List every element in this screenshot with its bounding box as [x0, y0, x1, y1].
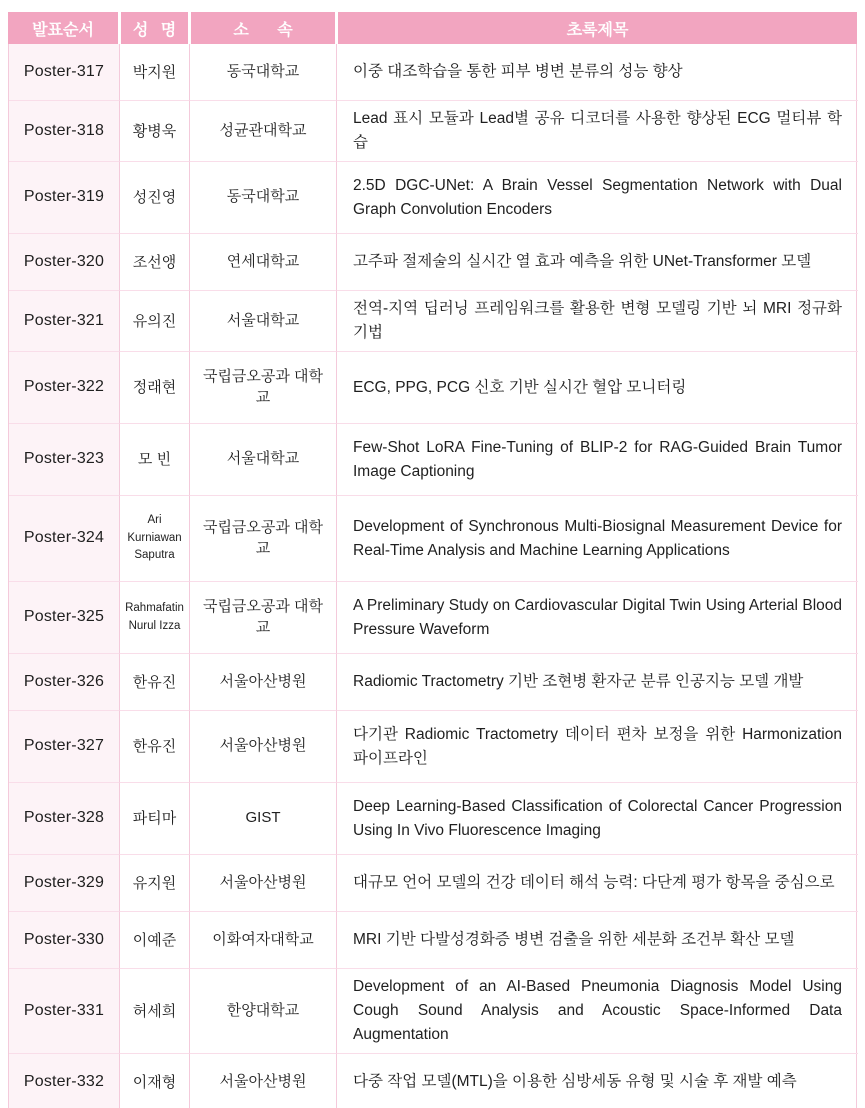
name-cell: 허세희: [119, 969, 189, 1054]
title-cell: 고주파 절제술의 실시간 열 효과 예측을 위한 UNet-Transformer 모델: [336, 234, 858, 291]
title-cell: 이중 대조학습을 통한 피부 병변 분류의 성능 향상: [336, 44, 858, 101]
title-cell: ECG, PPG, PCG 신호 기반 실시간 혈압 모니터링: [336, 352, 858, 424]
order-cell: Poster-317: [9, 44, 119, 101]
name-cell: Ari Kurniawan Saputra: [119, 496, 189, 582]
affiliation-cell: 국립금오공과 대학교: [189, 496, 336, 582]
affiliation-cell: 이화여자대학교: [189, 912, 336, 969]
table-row: [8, 711, 857, 783]
title-cell: 다중 작업 모델(MTL)을 이용한 심방세동 유형 및 시술 후 재발 예측: [336, 1054, 858, 1108]
affiliation-cell: 한양대학교: [189, 969, 336, 1054]
column-header-order: 발표순서: [32, 21, 94, 39]
order-cell: Poster-322: [9, 352, 119, 424]
name-cell: 이재형: [119, 1054, 189, 1108]
order-cell: Poster-332: [9, 1054, 119, 1108]
order-cell: Poster-330: [9, 912, 119, 969]
title-cell: Lead 표시 모듈과 Lead별 공유 디코더를 사용한 향상된 ECG 멀티뷰 학습: [336, 101, 858, 162]
name-cell: 성진영: [119, 162, 189, 234]
affiliation-cell: 연세대학교: [189, 234, 336, 291]
order-cell: Poster-324: [9, 496, 119, 582]
affiliation-cell: 국립금오공과 대학교: [189, 352, 336, 424]
order-cell: Poster-327: [9, 711, 119, 783]
table-row: [8, 162, 857, 234]
table-row: [8, 912, 857, 969]
affiliation-cell: 서울아산병원: [189, 855, 336, 912]
table-row: [8, 582, 857, 654]
table-row: [8, 855, 857, 912]
order-cell: Poster-326: [9, 654, 119, 711]
order-cell: Poster-329: [9, 855, 119, 912]
table-row: [8, 496, 857, 582]
table-row: [8, 101, 857, 162]
title-cell: 대규모 언어 모델의 건강 데이터 해석 능력: 다단계 평가 항목을 중심으로: [336, 855, 858, 912]
name-cell: 유의진: [119, 291, 189, 352]
order-cell: Poster-323: [9, 424, 119, 496]
affiliation-cell: 국립금오공과 대학교: [189, 582, 336, 654]
column-header-affiliation: 소 속: [188, 12, 335, 44]
affiliation-cell: GIST: [189, 783, 336, 855]
title-cell: Radiomic Tractometry 기반 조현병 환자군 분류 인공지능 모델 개발: [336, 654, 858, 711]
title-cell: A Preliminary Study on Cardiovascular Digital Twin Using Arterial Blood Pressure Waveform: [336, 582, 858, 654]
order-cell: Poster-331: [9, 969, 119, 1054]
table-row: [8, 969, 857, 1054]
column-header-name: 성 명: [118, 12, 188, 44]
title-cell: 전역-지역 딥러닝 프레임워크를 활용한 변형 모델링 기반 뇌 MRI 정규화 기법: [336, 291, 858, 352]
table-row: [8, 1054, 857, 1108]
title-cell: Few-Shot LoRA Fine-Tuning of BLIP-2 for RAG-Guided Brain Tumor Image Captioning: [336, 424, 858, 496]
title-cell: 2.5D DGC-UNet: A Brain Vessel Segmentation Network with Dual Graph Convolution Encoders: [336, 162, 858, 234]
table-row: [8, 424, 857, 496]
column-header-title: 초록제목: [335, 12, 857, 44]
table-row: [8, 44, 857, 101]
title-cell: Development of an AI-Based Pneumonia Diagnosis Model Using Cough Sound Analysis and Acoustic Space-Informed Data Augmentation: [336, 969, 858, 1054]
poster-schedule-table: [8, 12, 857, 1108]
table-row: [8, 352, 857, 424]
table-row: [8, 654, 857, 711]
order-cell: Poster-319: [9, 162, 119, 234]
affiliation-cell: 서울대학교: [189, 424, 336, 496]
table-row: [8, 783, 857, 855]
order-cell: Poster-320: [9, 234, 119, 291]
name-cell: 모 빈: [119, 424, 189, 496]
affiliation-cell: 서울아산병원: [189, 711, 336, 783]
affiliation-cell: 서울아산병원: [189, 1054, 336, 1108]
order-cell: Poster-318: [9, 101, 119, 162]
name-cell: 이예준: [119, 912, 189, 969]
name-cell: 조선앵: [119, 234, 189, 291]
name-cell: 한유진: [119, 654, 189, 711]
affiliation-cell: 서울대학교: [189, 291, 336, 352]
affiliation-cell: 동국대학교: [189, 162, 336, 234]
name-cell: 정래현: [119, 352, 189, 424]
name-cell: 황병욱: [119, 101, 189, 162]
title-cell: MRI 기반 다발성경화증 병변 검출을 위한 세분화 조건부 확산 모델: [336, 912, 858, 969]
title-cell: Deep Learning-Based Classification of Colorectal Cancer Progression Using In Vivo Fluorescence Imaging: [336, 783, 858, 855]
order-cell: Poster-325: [9, 582, 119, 654]
table-row: [8, 291, 857, 352]
name-cell: 한유진: [119, 711, 189, 783]
affiliation-cell: 성균관대학교: [189, 101, 336, 162]
name-cell: 파티마: [119, 783, 189, 855]
title-cell: Development of Synchronous Multi-Biosignal Measurement Device for Real-Time Analysis and Machine Learning Applications: [336, 496, 858, 582]
affiliation-cell: 동국대학교: [189, 44, 336, 101]
table-row: [8, 234, 857, 291]
name-cell: Rahmafatin Nurul Izza: [119, 582, 189, 654]
order-cell: Poster-321: [9, 291, 119, 352]
affiliation-cell: 서울아산병원: [189, 654, 336, 711]
order-cell: Poster-328: [9, 783, 119, 855]
name-cell: 박지원: [119, 44, 189, 101]
title-cell: 다기관 Radiomic Tractometry 데이터 편차 보정을 위한 Harmonization 파이프라인: [336, 711, 858, 783]
name-cell: 유지원: [119, 855, 189, 912]
table-header-row: [8, 12, 857, 44]
